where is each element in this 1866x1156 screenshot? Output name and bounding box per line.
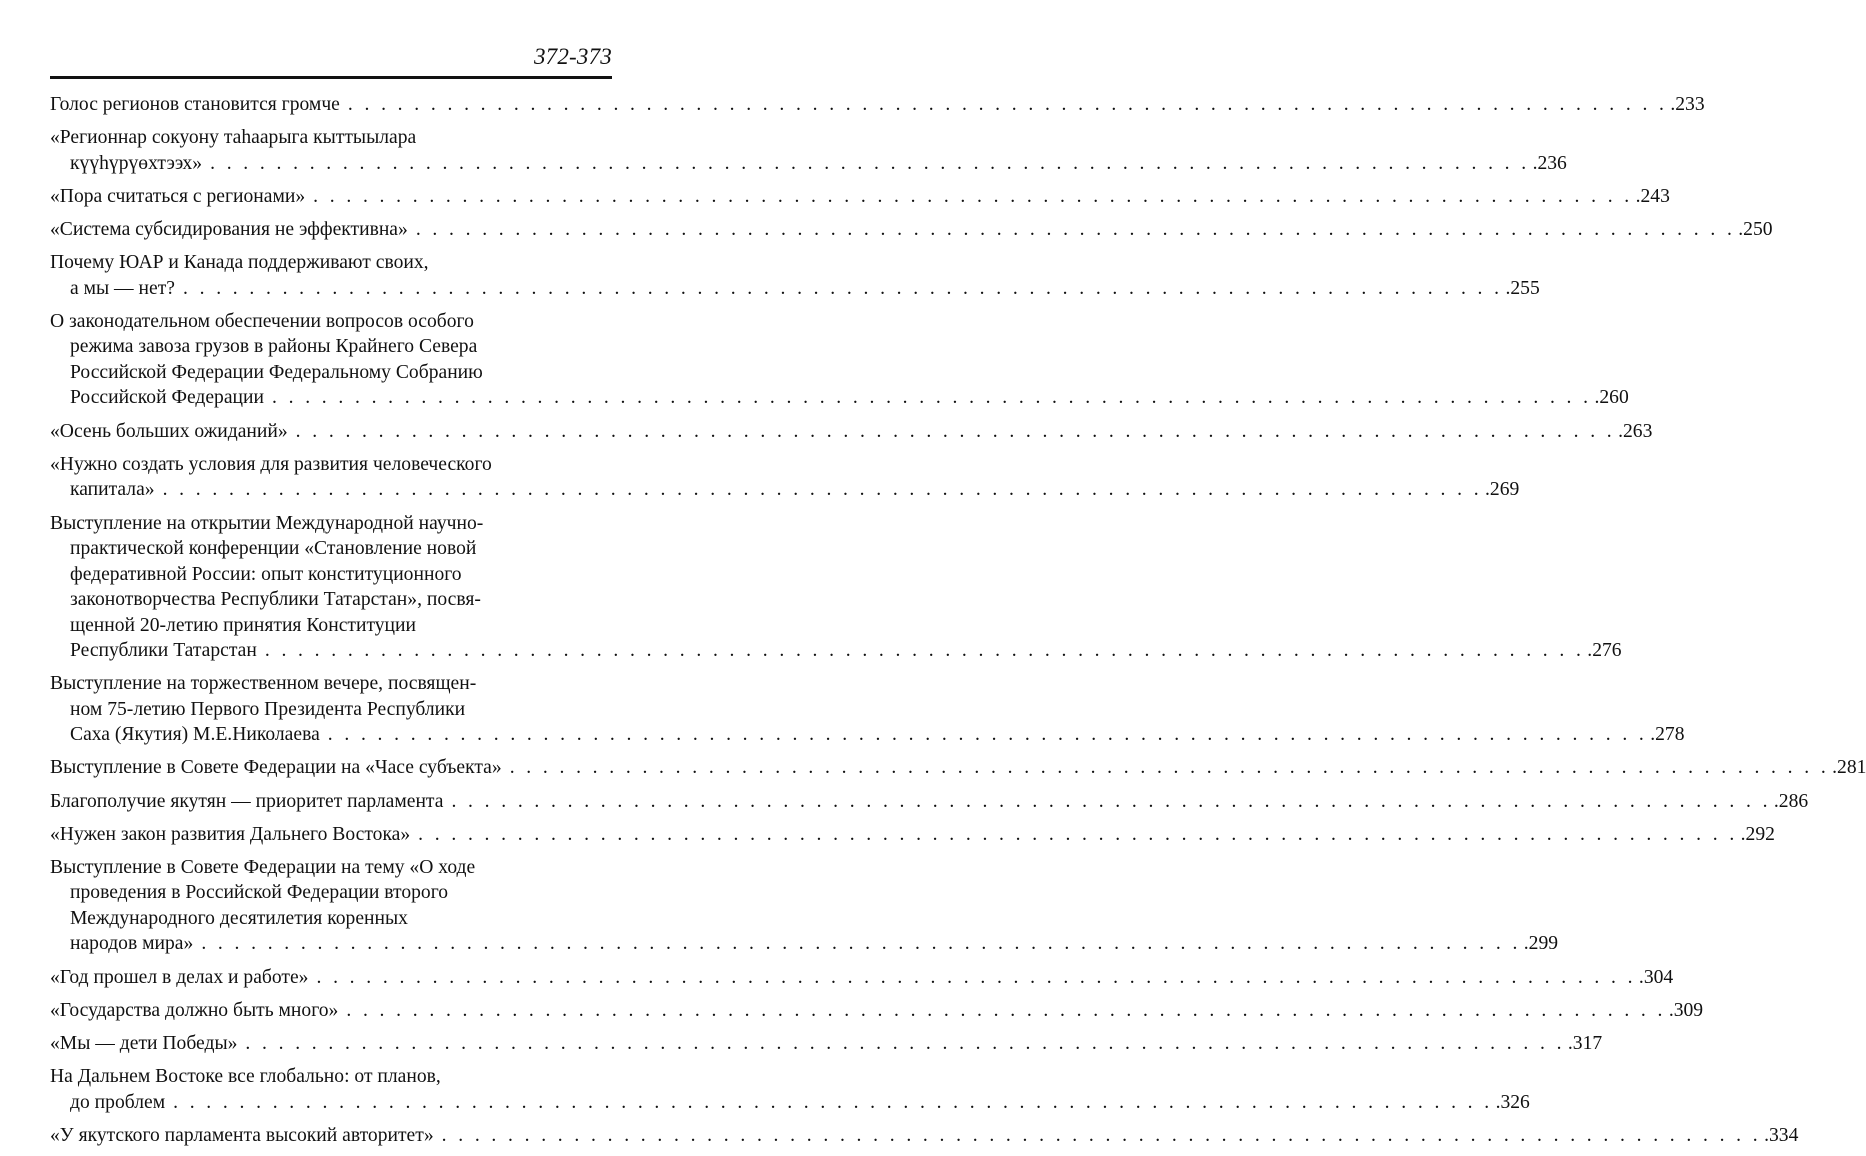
toc-entry-title: күүһүрүөхтээх» — [70, 152, 203, 174]
toc-entry-title: Голос регионов становится громче — [50, 94, 340, 115]
toc-entry-page: .250 — [1738, 219, 1773, 241]
toc-entry — [50, 789, 1809, 815]
toc-entry — [50, 309, 1629, 411]
toc-entry — [50, 855, 1559, 957]
toc-entry-line — [50, 587, 602, 613]
toc-entry-line — [50, 452, 602, 478]
toc-entry-line — [50, 965, 1674, 991]
toc-entry-page: .281 — [1832, 757, 1866, 779]
toc-entry-page: .334 — [1764, 1124, 1799, 1146]
toc-entry-title: федеративной России: опыт конституционного — [70, 563, 462, 585]
dot-leader: . . . . . . . . . . . . . . . . . . . . . . . . . . . . . . . . . . . . . . . . . . . . . . . . . . . . . . . . . . . . . . . . . . . . . . . . . . . . . . . . — [173, 1091, 1493, 1113]
toc-entry — [50, 755, 1866, 781]
toc-entry-line — [50, 1090, 1530, 1116]
toc-entry-line — [50, 360, 602, 386]
toc-entry-title: Российской Федерации Федеральному Собранию — [70, 361, 483, 383]
toc-entry — [50, 1064, 1530, 1115]
toc-entry-line — [50, 217, 1773, 243]
header-rule — [50, 76, 612, 79]
toc-entry-title: На Дальнем Востоке все глобально: от планов, — [50, 1066, 441, 1088]
toc-entry-page: .286 — [1773, 790, 1809, 812]
toc-entry-title: Республики Татарстан — [70, 640, 257, 661]
toc-entry-title: до проблем — [70, 1091, 166, 1113]
toc-entry-title: «Государства должно быть много» — [50, 999, 339, 1021]
toc-entry-title: «Нужно создать условия для развития человеческого — [50, 453, 492, 475]
toc-entry-title: «Осень больших ожиданий» — [50, 420, 288, 442]
toc-entry — [50, 511, 1622, 664]
toc-entry-title: Почему ЮАР и Канада поддерживают своих, — [50, 252, 429, 274]
dot-leader: . . . . . . . . . . . . . . . . . . . . . . . . . . . . . . . . . . . . . . . . . . . . . . . . . . . . . . . . . . . . . . . . . . . . . . . . . . . . . . . . — [415, 219, 1736, 241]
toc-entry-line — [50, 419, 1653, 445]
toc-entry-line — [50, 789, 1809, 815]
toc-entry — [50, 671, 1685, 748]
dot-leader: . . . . . . . . . . . . . . . . . . . . . . . . . . . . . . . . . . . . . . . . . . . . . . . . . . . . . . . . . . . . . . . . . . . . . . . . . . . . . . . . — [201, 933, 1521, 955]
dot-leader: . . . . . . . . . . . . . . . . . . . . . . . . . . . . . . . . . . . . . . . . . . . . . . . . . . . . . . . . . . . . . . . . . . . . . . . . . . . . . . . . — [245, 1033, 1565, 1054]
toc-entry-title: Саха (Якутия) М.Е.Николаева — [70, 724, 320, 746]
toc-entry — [50, 965, 1674, 991]
toc-entry-title: практической конференции «Становление новой — [70, 538, 477, 559]
toc-entry-line — [50, 125, 602, 151]
toc-entry-page: .299 — [1523, 933, 1559, 955]
page-range-header: 372-373 — [533, 44, 612, 69]
toc-entry — [50, 1123, 1799, 1149]
dot-leader: . . . . . . . . . . . . . . . . . . . . . . . . . . . . . . . . . . . . . . . . . . . . . . . . . . . . . . . . . . . . . . . . . . . . . . . . . . . . . . . . — [264, 640, 1585, 661]
toc-entry-page: .317 — [1567, 1033, 1603, 1054]
toc-entry-line — [50, 477, 1520, 503]
toc-entry — [50, 822, 1775, 848]
toc-entry-page: .263 — [1618, 420, 1653, 442]
dot-leader: . . . . . . . . . . . . . . . . . . . . . . . . . . . . . . . . . . . . . . . . . . . . . . . . . . . . . . . . . . . . . . . . . . . . . . . . . . . . . . . . — [509, 757, 1830, 779]
toc-entry-page: .278 — [1650, 724, 1685, 746]
toc-entry-page: .260 — [1594, 387, 1629, 409]
toc-entry-title: Выступление в Совете Федерации на тему «О ходе — [50, 856, 476, 878]
toc-entry — [50, 998, 1704, 1024]
toc-entry-page: .236 — [1532, 152, 1567, 174]
toc-entry-line — [50, 511, 602, 537]
toc-entry-title: законотворчества Республики Татарстан», посвя- — [70, 589, 481, 610]
toc-entry-line — [50, 309, 602, 335]
toc-entry-title: щенной 20-летию принятия Конституции — [70, 614, 417, 636]
toc-entry-title: Международного десятилетия коренных — [70, 907, 408, 929]
dot-leader: . . . . . . . . . . . . . . . . . . . . . . . . . . . . . . . . . . . . . . . . . . . . . . . . . . . . . . . . . . . . . . . . . . . . . . . . . . . . . . . . — [313, 185, 1633, 207]
dot-leader: . . . . . . . . . . . . . . . . . . . . . . . . . . . . . . . . . . . . . . . . . . . . . . . . . . . . . . . . . . . . . . . . . . . . . . . . . . . . . . . . — [347, 94, 1668, 115]
toc-entry-line — [50, 184, 1670, 210]
toc-entry-title: «Регионнар сокуону таһаарыга кыттыылара — [50, 127, 417, 149]
toc-entry-line — [50, 92, 1705, 118]
toc-entry — [50, 125, 1567, 176]
toc-entry — [50, 250, 1540, 301]
toc-entry — [50, 419, 1653, 445]
toc-entry-line — [50, 562, 602, 588]
toc-entry — [50, 217, 1773, 243]
toc-entry-line — [50, 697, 602, 723]
toc-entry-title: капитала» — [70, 479, 155, 501]
dot-leader: . . . . . . . . . . . . . . . . . . . . . . . . . . . . . . . . . . . . . . . . . . . . . . . . . . . . . . . . . . . . . . . . . . . . . . . . . . . . . . . . — [418, 823, 1738, 845]
toc-entry-title: «Мы — дети Победы» — [50, 1033, 238, 1054]
toc-entry-line — [50, 536, 602, 562]
toc-entry-title: а мы — нет? — [70, 277, 175, 299]
dot-leader: . . . . . . . . . . . . . . . . . . . . . . . . . . . . . . . . . . . . . . . . . . . . . . . . . . . . . . . . . . . . . . . . . . . . . . . . . . . . . . . . — [183, 277, 1503, 299]
dot-leader: . . . . . . . . . . . . . . . . . . . . . . . . . . . . . . . . . . . . . . . . . . . . . . . . . . . . . . . . . . . . . . . . . . . . . . . . . . . . . . . . — [441, 1124, 1762, 1146]
toc-entry-page: .243 — [1635, 185, 1670, 207]
toc-entry-line — [50, 276, 1540, 302]
toc-entry-line — [50, 1123, 1799, 1149]
toc-entry-line — [50, 998, 1704, 1024]
toc-entry-title: народов мира» — [70, 933, 194, 955]
dot-leader: . . . . . . . . . . . . . . . . . . . . . . . . . . . . . . . . . . . . . . . . . . . . . . . . . . . . . . . . . . . . . . . . . . . . . . . . . . . . . . . . — [451, 790, 1771, 812]
toc-entry-line — [50, 151, 1567, 177]
toc-entry-line — [50, 1064, 602, 1090]
toc-entry-line — [50, 671, 602, 697]
toc-entry-line — [50, 250, 602, 276]
toc-entry-line — [50, 334, 602, 360]
toc-entry-line — [50, 385, 1629, 411]
dot-leader: . . . . . . . . . . . . . . . . . . . . . . . . . . . . . . . . . . . . . . . . . . . . . . . . . . . . . . . . . . . . . . . . . . . . . . . . . . . . . . . . — [316, 966, 1636, 988]
toc-entry-title: «Год прошел в делах и работе» — [50, 966, 309, 988]
toc-entry-line — [50, 855, 602, 881]
dot-leader: . . . . . . . . . . . . . . . . . . . . . . . . . . . . . . . . . . . . . . . . . . . . . . . . . . . . . . . . . . . . . . . . . . . . . . . . . . . . . . . . — [272, 387, 1592, 409]
toc-entry-title: «У якутского парламента высокий авторитет» — [50, 1124, 434, 1146]
dot-leader: . . . . . . . . . . . . . . . . . . . . . . . . . . . . . . . . . . . . . . . . . . . . . . . . . . . . . . . . . . . . . . . . . . . . . . . . . . . . . . . . — [346, 999, 1666, 1021]
toc-entry-line — [50, 906, 602, 932]
dot-leader: . . . . . . . . . . . . . . . . . . . . . . . . . . . . . . . . . . . . . . . . . . . . . . . . . . . . . . . . . . . . . . . . . . . . . . . . . . . . . . . . — [327, 724, 1648, 746]
toc-entry-title: Выступление на торжественном вечере, посвящен- — [50, 673, 477, 695]
toc-entry-title: Благополучие якутян — приоритет парламента — [50, 790, 444, 812]
toc-entry-title: Выступление в Совете Федерации на «Часе субъекта» — [50, 757, 502, 779]
toc-entry — [50, 92, 1705, 118]
toc-entry-line — [50, 755, 1866, 781]
toc-entry-page: .233 — [1670, 94, 1705, 115]
toc-entry-line — [50, 880, 602, 906]
toc-entry-page: .309 — [1668, 999, 1704, 1021]
toc-entry-line — [50, 638, 1622, 664]
toc-entry-title: «Пора считаться с регионами» — [50, 185, 306, 207]
toc-entry-title: «Нужен закон развития Дальнего Востока» — [50, 823, 411, 845]
dot-leader: . . . . . . . . . . . . . . . . . . . . . . . . . . . . . . . . . . . . . . . . . . . . . . . . . . . . . . . . . . . . . . . . . . . . . . . . . . . . . . . . — [210, 152, 1530, 174]
toc-entry-line — [50, 613, 602, 639]
toc-entry-title: проведения в Российской Федерации второго — [70, 882, 449, 904]
toc-entry — [50, 452, 1520, 503]
toc-entry-line — [50, 1031, 1603, 1057]
toc-entry-page: .304 — [1638, 966, 1674, 988]
dot-leader: . . . . . . . . . . . . . . . . . . . . . . . . . . . . . . . . . . . . . . . . . . . . . . . . . . . . . . . . . . . . . . . . . . . . . . . . . . . . . . . . — [295, 420, 1616, 442]
toc-entry-page: .255 — [1505, 277, 1540, 299]
toc-entry — [50, 184, 1670, 210]
dot-leader: . . . . . . . . . . . . . . . . . . . . . . . . . . . . . . . . . . . . . . . . . . . . . . . . . . . . . . . . . . . . . . . . . . . . . . . . . . . . . . . . — [162, 479, 1483, 501]
toc-entry — [50, 1031, 1603, 1057]
toc-entry-title: ном 75-летию Первого Президента Республики — [70, 698, 466, 720]
toc-entry-line — [50, 822, 1775, 848]
toc-entry-title: режима завоза грузов в районы Крайнего Севера — [70, 336, 478, 358]
toc-entry-line — [50, 722, 1685, 748]
toc-entry-title: Российской Федерации — [70, 387, 264, 409]
toc-entry-title: О законодательном обеспечении вопросов особого — [50, 310, 474, 332]
toc-entry-line — [50, 931, 1559, 957]
toc-entry-title: «Система субсидирования не эффективна» — [50, 219, 408, 241]
toc-entry-page: .292 — [1740, 823, 1775, 845]
toc-entry-page: .326 — [1495, 1091, 1530, 1113]
toc-entry-title: Выступление на открытии Международной научно- — [50, 512, 484, 534]
toc-entry-page: .269 — [1485, 479, 1520, 501]
toc-entry-page: .276 — [1587, 640, 1622, 661]
table-of-contents — [50, 92, 1866, 1156]
